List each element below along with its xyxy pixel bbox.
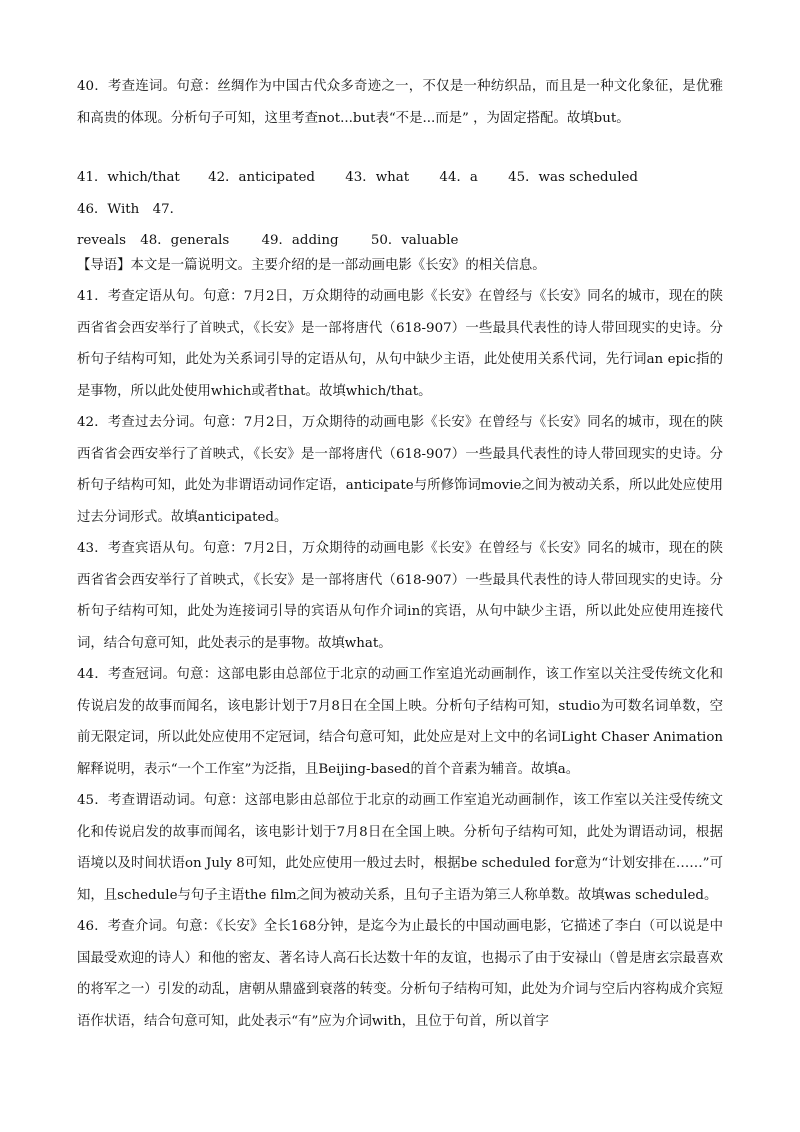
explanation-q40: 40．考查连词。句意：丝绸作为中国古代众多奇迹之一，不仅是一种纺织品，而且是一种文化象征，是优雅和高贵的体现。分析句子可知，这里考查not...but表“不是...而是” ，为固定搭配。故填but。 — [77, 79, 723, 126]
intro-guide: 【导语】本文是一篇说明文。主要介绍的是一部动画电影《长安》的相关信息。 — [77, 258, 546, 273]
answer-47: reveals — [77, 233, 126, 248]
answer-48: 48．generals — [140, 233, 230, 248]
explanation-q41: 41．考查定语从句。句意：7月2日，万众期待的动画电影《长安》在曾经与《长安》同名的城市，现在的陕西省省会西安举行了首映式，《长安》是一部将唐代（618-907）一些最具代表性的诗人带回现实的史诗。分析句子结构可知，此处为关系词引导的定语从句，从句中缺少主语，此处使用关系代词，先行词an epic指的是事物，所以此处使用which或者that。故填which/that。 — [77, 289, 723, 399]
answer-50: 50．valuable — [370, 233, 459, 248]
answer-key — [77, 162, 727, 257]
explanation-q42: 42．考查过去分词。句意：7月2日，万众期待的动画电影《长安》在曾经与《长安》同名的城市，现在的陕西省省会西安举行了首映式，《长安》是一部将唐代（618-907）一些最具代表性的诗人带回现实的史诗。分析句子结构可知，此处为非谓语动词作定语，anticipate与所修饰词movie之间为被动关系，所以此处应使用过去分词形式。故填anticipated。 — [77, 415, 723, 525]
explanation-q44: 44．考查冠词。句意：这部电影由总部位于北京的动画工作室追光动画制作，该工作室以关注受传统文化和传说启发的故事而闻名，该电影计划于7月8日在全国上映。分析句子结构可知，studio为可数名词单数，空前无限定词，所以此处应使用不定冠词，结合句意可知，此处应是对上文中的名词Light Chaser Animation解释说明，表示“一个工作室”为泛指，且Beijing-based的首个音素为辅音。故填a。 — [77, 667, 723, 777]
answer-42: 42．anticipated — [208, 170, 315, 185]
explanation-q46: 46．考查介词。句意：《长安》全长168分钟，是迄今为止最长的中国动画电影，它描述了李白（可以说是中国最受欢迎的诗人）和他的密友、著名诗人高石长达数十年的友谊，也揭示了由于安禄山（曾是唐玄宗最喜欢的将军之一）引发的动乱，唐朝从鼎盛到衰落的转变。分析句子结构可知，此处为介词与空后内容构成介宾短语作状语，结合句意可知，此处表示“有”应为介词with，且位于句首，所以首字 — [77, 919, 723, 1029]
answer-45: 45．was scheduled — [508, 170, 639, 185]
explanation-q43: 43．考查宾语从句。句意：7月2日，万众期待的动画电影《长安》在曾经与《长安》同名的城市，现在的陕西省省会西安举行了首映式，《长安》是一部将唐代（618-907）一些最具代表性的诗人带回现实的史诗。分析句子结构可知，此处为连接词引导的宾语从句作介词in的宾语，从句中缺少主语，所以此处应使用连接代词，结合句意可知，此处表示的是事物。故填what。 — [77, 541, 723, 651]
answer-43: 43．what — [345, 170, 410, 185]
answer-49: 49．adding — [261, 233, 339, 248]
explanation-q45: 45．考查谓语动词。句意：这部电影由总部位于北京的动画工作室追光动画制作，该工作室以关注受传统文化和传说启发的故事而闻名，该电影计划于7月8日在全国上映。分析句子结构可知，此处为谓语动词，根据语境以及时间状语on July 8可知，此处应使用一般过去时，根据be scheduled for意为“计划安排在……”可知，且schedule与句子主语the film之间为被动关系，且句子主语为第三人称单数。故填was scheduled。 — [77, 793, 723, 903]
answer-44: 44．a — [439, 170, 478, 185]
answer-46: 46．With 47． — [77, 201, 184, 217]
answer-41: 41．which/that — [77, 170, 180, 185]
